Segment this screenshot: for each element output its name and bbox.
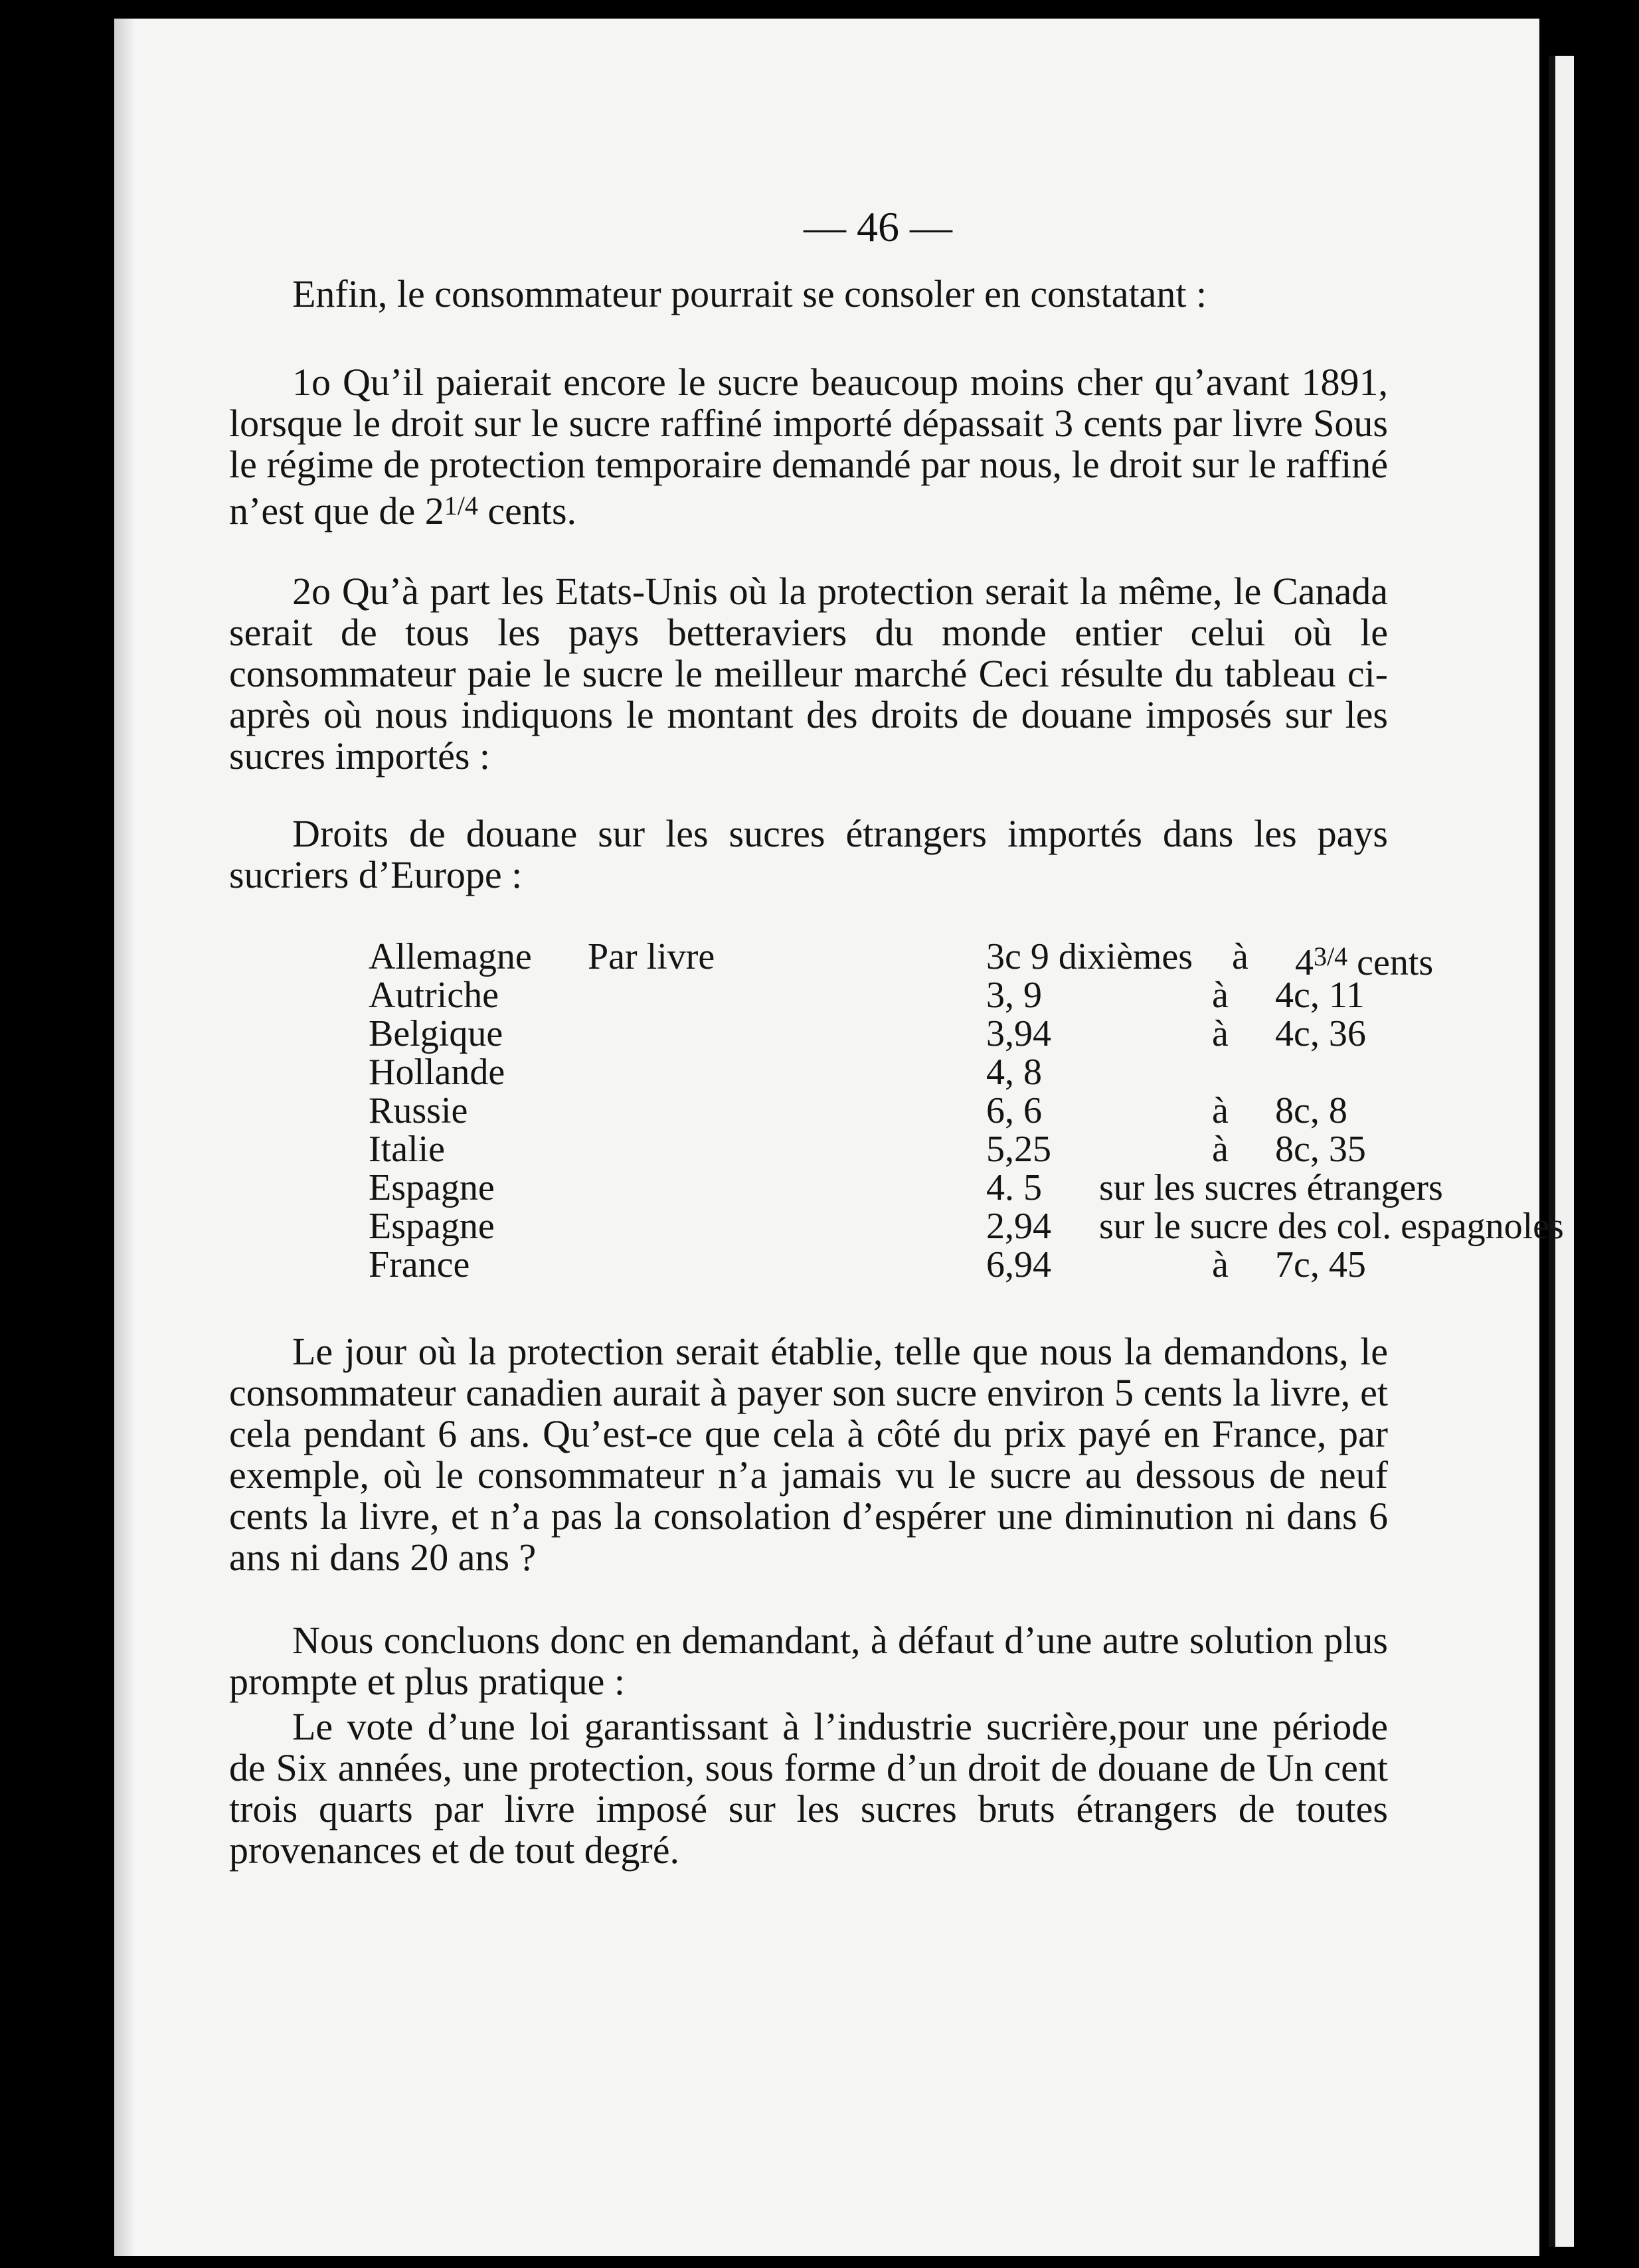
- table-row: [369, 1130, 1498, 1169]
- duty-max: 4c, 11: [1275, 975, 1365, 1016]
- table-row: [369, 1246, 1498, 1284]
- duty-range-separator: à: [1232, 936, 1249, 977]
- table-row: [369, 1092, 1498, 1130]
- duty-max: 8c, 8: [1275, 1090, 1347, 1131]
- table-row: [369, 1169, 1498, 1207]
- paragraph-first-point-end: cents.: [477, 489, 577, 532]
- paragraph-france-comparison: Le jour où la protection serait établie, telle que nous la demandons, le consommateur canadien aurait à payer son sucre environ 5 cents la livre, et cela pendant 6 ans. Qu’est-ce que cela à côté du prix payé en France, par exemple, où le consommateur n’a jamais vu le sucre au dessous de neuf cents la livre, et n’a pas la consolation d’espérer une diminution ni dans 6 ans ni dans 20 ans ?: [229, 1330, 1388, 1579]
- duty-min: 6, 6: [986, 1090, 1042, 1131]
- country-name: Autriche: [369, 975, 499, 1016]
- duty-range-separator: à: [1212, 975, 1229, 1016]
- duty-min: 4. 5: [986, 1167, 1042, 1208]
- duty-max: 8c, 35: [1275, 1129, 1366, 1170]
- duty-min: 3, 9: [986, 975, 1042, 1016]
- paragraph-first-point: [229, 362, 1388, 532]
- duty-note: sur le sucre des col. espagnoles: [1099, 1206, 1564, 1247]
- duty-max: 4c, 36: [1275, 1013, 1366, 1054]
- country-name: Espagne: [369, 1206, 495, 1247]
- paragraph-conclusion: Nous concluons donc en demandant, à défaut d’une autre solution plus prompte et plus pratique :: [229, 1619, 1388, 1703]
- customs-duties-table: [369, 936, 1564, 1285]
- country-name: Hollande: [369, 1052, 505, 1093]
- table-row: [369, 1206, 1564, 1247]
- duty-min: 2,94: [986, 1206, 1051, 1247]
- paragraph-table-caption: Droits de douane sur les sucres étrangers importés dans les pays sucriers d’Europe :: [229, 812, 1388, 896]
- duty-max: 7c, 45: [1275, 1244, 1366, 1285]
- duty-min: 4, 8: [986, 1052, 1042, 1093]
- paragraph-first-point-text: 1o Qu’il paierait encore le sucre beaucoup moins cher qu’avant 1891, lorsque le droit sur le sucre raffiné importé dépassait 3 cents par livre Sous le régime de protection temporaire demandé par nous, le droit sur le raffiné n’est que de 2: [229, 361, 1388, 532]
- duty-min: 5,25: [986, 1129, 1051, 1170]
- page-number: — 46 —: [804, 203, 952, 250]
- table-row: [369, 1014, 1498, 1053]
- duty-note: sur les sucres étrangers: [1099, 1167, 1443, 1208]
- country-name: Allemagne: [369, 936, 532, 977]
- paragraph-second-point: 2o Qu’à part les Etats-Unis où la protection serait la même, le Canada serait de tous les pays betteraviers du monde entier celui où le consommateur paie le sucre le meilleur marché Ceci résulte du tableau ci-après où nous indiquons le montant des droits de douane imposés sur les sucres importés :: [229, 570, 1388, 777]
- duty-min: 3,94: [986, 1013, 1051, 1054]
- facing-page-edge: [1549, 56, 1574, 2247]
- duty-range-separator: à: [1212, 1090, 1229, 1131]
- duty-unit: Par livre: [588, 936, 715, 977]
- paragraph-proposal: Le vote d’une loi garantissant à l’industrie sucrière,pour une période de Six années, une protection, sous forme d’un droit de douane de Un cent trois quarts par livre imposé sur les sucres bruts étrangers de toutes provenances et de tout degré.: [229, 1705, 1388, 1872]
- duty-range-separator: à: [1212, 1013, 1229, 1054]
- table-row: [369, 976, 1498, 1014]
- paragraph-intro: Enfin, le consommateur pourrait se consoler en constatant :: [292, 272, 1207, 315]
- country-name: Italie: [369, 1129, 446, 1170]
- duty-min: 6,94: [986, 1244, 1051, 1285]
- table-row: [369, 1053, 1498, 1092]
- duty-max-fraction: 3/4: [1314, 941, 1348, 971]
- country-name: Belgique: [369, 1013, 503, 1054]
- table-row: [369, 936, 1498, 983]
- duty-max-value: 4: [1295, 942, 1314, 983]
- duty-range-separator: à: [1212, 1244, 1229, 1285]
- duty-min: 3c 9 dixièmes: [986, 936, 1193, 977]
- fraction-quarter: 1/4: [444, 491, 478, 521]
- country-name: Russie: [369, 1090, 468, 1131]
- duty-range-separator: à: [1212, 1129, 1229, 1170]
- page-gutter-shadow: [114, 19, 134, 2256]
- country-name: France: [369, 1244, 470, 1285]
- country-name: Espagne: [369, 1167, 495, 1208]
- duty-max-unit: cents: [1347, 942, 1434, 983]
